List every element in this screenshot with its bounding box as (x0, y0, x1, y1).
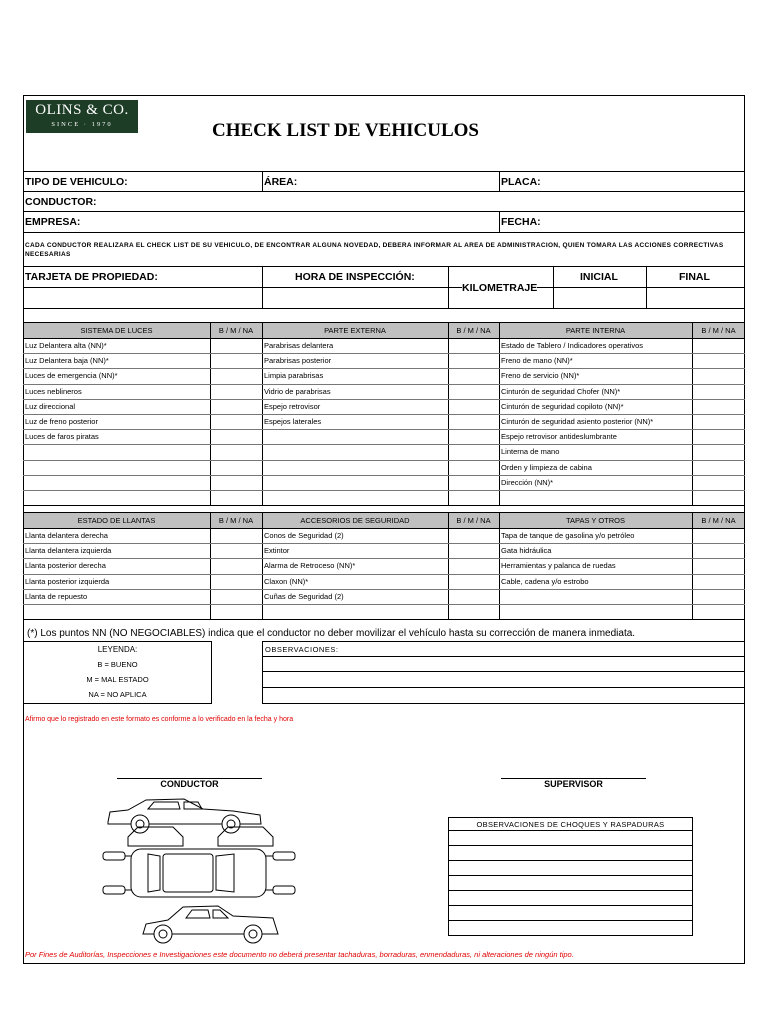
rating-cell[interactable] (692, 574, 745, 589)
checklist-item: Luz Delantera baja (NN)* (25, 356, 109, 366)
checklist-item: Llanta posterior derecha (25, 561, 106, 571)
instruction-text: CADA CONDUCTOR REALIZARA EL CHECK LIST DE SU VEHICULO, DE ENCONTRAR ALGUNA NOVEDAD, DEBERA INFORMAR AL AREA DE ADMINISTRACION, QUIEN TOMARA LAS ACCIONES CORRECTIVAS NECESARIAS (25, 242, 724, 258)
checklist-item: Luz direccional (25, 401, 76, 411)
rating-cell[interactable] (210, 604, 262, 619)
checklist-item: Cable, cadena y/o estrobo (501, 576, 589, 586)
tipo-vehiculo-label: TIPO DE VEHICULO: (25, 176, 128, 188)
column-title: TAPAS Y OTROS (565, 516, 626, 525)
rating-cell[interactable] (210, 384, 262, 399)
checklist-item: Cuñas de Seguridad (2) (264, 591, 344, 601)
rating-header: B / M / NA (456, 516, 491, 525)
checklist-item: Llanta delantera derecha (25, 531, 108, 540)
rating-cell[interactable] (692, 368, 745, 383)
rating-cell[interactable] (692, 399, 745, 414)
rating-header: B / M / NA (218, 516, 254, 525)
rating-cell[interactable] (692, 353, 745, 368)
checklist-item: Limpia parabrisas (264, 371, 324, 381)
conductor-signature-label: CONDUCTOR (160, 779, 219, 789)
checklist-item: Luces neblineros (25, 386, 82, 396)
rating-header: B / M / NA (218, 326, 254, 335)
checklist-item: Vidrio de parabrisas (264, 386, 331, 396)
checklist-item: Extintor (264, 546, 290, 556)
rating-cell[interactable] (448, 353, 499, 368)
checklist-item: Claxon (NN)* (264, 576, 309, 586)
rating-cell[interactable] (210, 353, 262, 368)
rating-cell[interactable] (210, 490, 262, 505)
nn-note: (*) Los puntos NN (NO NEGOCIABLES) indica que el conductor no deber movilizar el vehículo hasta su corrección de manera inmediata. (27, 628, 636, 639)
checklist-item: Tapa de tanque de gasolina y/o petróleo (501, 531, 635, 540)
choques-table (448, 817, 693, 936)
legend-m: M = MAL ESTADO (86, 675, 149, 684)
rating-cell[interactable] (692, 384, 745, 399)
rating-cell[interactable] (692, 460, 745, 475)
conductor-label: CONDUCTOR: (25, 196, 97, 208)
rating-cell[interactable] (448, 338, 499, 353)
rating-cell[interactable] (448, 490, 499, 505)
checklist-item: Espejo retrovisor (264, 401, 321, 411)
checklist-item: Alarma de Retroceso (NN)* (264, 561, 356, 571)
checklist-item: Gata hidráulica (501, 546, 552, 556)
checklist-item: Freno de servicio (NN)* (501, 371, 580, 381)
car-damage-diagram (98, 794, 304, 954)
rating-cell[interactable] (692, 338, 745, 353)
rating-header: B / M / NA (701, 326, 736, 335)
rating-cell[interactable] (448, 574, 499, 589)
checklist-item: Luces de faros piratas (25, 432, 99, 442)
legend-title: LEYENDA: (97, 645, 138, 654)
rating-cell[interactable] (210, 475, 262, 490)
hora-label: HORA DE INSPECCIÓN: (295, 271, 415, 283)
rating-cell[interactable] (210, 338, 262, 353)
checklist-item: Luces de emergencia (NN)* (25, 371, 118, 381)
rating-cell[interactable] (448, 384, 499, 399)
rating-cell[interactable] (210, 589, 262, 604)
checklist-item: Orden y limpieza de cabina (501, 462, 592, 472)
rating-cell[interactable] (448, 368, 499, 383)
checklist-item: Espejos laterales (264, 417, 322, 426)
rating-cell[interactable] (448, 429, 499, 444)
rating-cell[interactable] (448, 460, 499, 475)
rating-cell[interactable] (210, 414, 262, 429)
inicial-label: INICIAL (580, 271, 618, 283)
fecha-label: FECHA: (501, 216, 541, 228)
rating-cell[interactable] (210, 574, 262, 589)
observaciones-label: OBSERVACIONES: (265, 645, 339, 654)
kilometraje-label: KILOMETRAJE (462, 282, 538, 294)
company-logo (26, 100, 138, 133)
checklist-item: Espejo retrovisor antideslumbrante (501, 432, 617, 442)
rating-cell[interactable] (692, 490, 745, 505)
empresa-label: EMPRESA: (25, 216, 81, 228)
column-title: SISTEMA DE LUCES (80, 326, 153, 335)
rating-cell[interactable] (448, 528, 499, 543)
checklist-item: Conos de Seguridad (2) (264, 531, 344, 540)
choques-title: OBSERVACIONES DE CHOQUES Y RASPADURAS (476, 820, 665, 829)
rating-cell[interactable] (448, 558, 499, 573)
rating-cell[interactable] (210, 460, 262, 475)
rating-cell[interactable] (692, 589, 745, 604)
checklist-item: Parabrisas posterior (264, 356, 332, 366)
rating-cell[interactable] (448, 399, 499, 414)
placa-label: PLACA: (501, 176, 541, 188)
rating-cell[interactable] (692, 444, 745, 459)
rating-cell[interactable] (210, 399, 262, 414)
checklist-item: Linterna de mano (501, 447, 560, 457)
rating-cell[interactable] (692, 414, 745, 429)
rating-cell[interactable] (448, 475, 499, 490)
rating-cell[interactable] (210, 528, 262, 543)
checklist-item: Llanta delantera izquierda (25, 546, 112, 556)
page-title: CHECK LIST DE VEHICULOS (212, 120, 479, 141)
rating-cell[interactable] (692, 543, 745, 558)
checklist-item: Llanta de repuesto (25, 591, 88, 601)
tarjeta-label: TARJETA DE PROPIEDAD: (25, 271, 158, 283)
rating-cell[interactable] (692, 429, 745, 444)
logo-name: OLINS & CO. (35, 102, 129, 118)
rating-cell[interactable] (448, 589, 499, 604)
rating-cell[interactable] (692, 604, 745, 619)
footer-note: Por Fines de Auditorías, Inspecciones e Investigaciones este documento no deberá presentar tachaduras, borraduras, enmendaduras, ni alteraciones de ningún tipo. (25, 950, 574, 959)
checklist-item: Freno de mano (NN)* (501, 356, 573, 366)
checklist-item: Luz Delantera alta (NN)* (25, 341, 107, 350)
rating-cell[interactable] (692, 475, 745, 490)
rating-cell[interactable] (692, 558, 745, 573)
checklist-item: Llanta posterior izquierda (25, 576, 110, 586)
final-label: FINAL (679, 271, 710, 283)
rating-cell[interactable] (448, 604, 499, 619)
checklist-item: Cinturón de seguridad Chofer (NN)* (501, 386, 621, 396)
rating-cell[interactable] (210, 429, 262, 444)
rating-header: B / M / NA (701, 516, 736, 525)
rating-cell[interactable] (448, 444, 499, 459)
legend-b: B = BUENO (97, 660, 138, 669)
checklist-item: Cinturón de seguridad copiloto (NN)* (501, 401, 624, 411)
legend-na: NA = NO APLICA (88, 690, 147, 699)
checklist-item: Dirección (NN)* (501, 477, 554, 487)
column-title: PARTE EXTERNA (324, 326, 386, 335)
rating-cell[interactable] (210, 558, 262, 573)
area-label: ÁREA: (264, 176, 298, 188)
column-title: ESTADO DE LLANTAS (77, 516, 156, 525)
rating-cell[interactable] (448, 414, 499, 429)
rating-cell[interactable] (448, 543, 499, 558)
rating-cell[interactable] (210, 368, 262, 383)
column-title: ACCESORIOS DE SEGURIDAD (300, 516, 410, 525)
supervisor-signature-label: SUPERVISOR (544, 779, 603, 789)
rating-cell[interactable] (210, 543, 262, 558)
checklist-item: Luz de freno posterior (25, 417, 98, 426)
rating-cell[interactable] (210, 444, 262, 459)
rating-header: B / M / NA (456, 326, 491, 335)
checklist-item: Cinturón de seguridad asiento posterior (NN)* (501, 417, 654, 426)
rating-cell[interactable] (692, 528, 745, 543)
checklist-item: Herramientas y palanca de ruedas (501, 561, 616, 571)
logo-since: SINCE · 1970 (51, 121, 113, 128)
column-title: PARTE INTERNA (565, 326, 626, 335)
checklist-item: Parabrisas delantera (264, 341, 334, 350)
checklist-item: Estado de Tablero / Indicadores operativos (501, 341, 644, 350)
affirm-text: Afirmo que lo registrado en este formato es conforme a lo verificado en la fecha y hora (25, 716, 294, 723)
